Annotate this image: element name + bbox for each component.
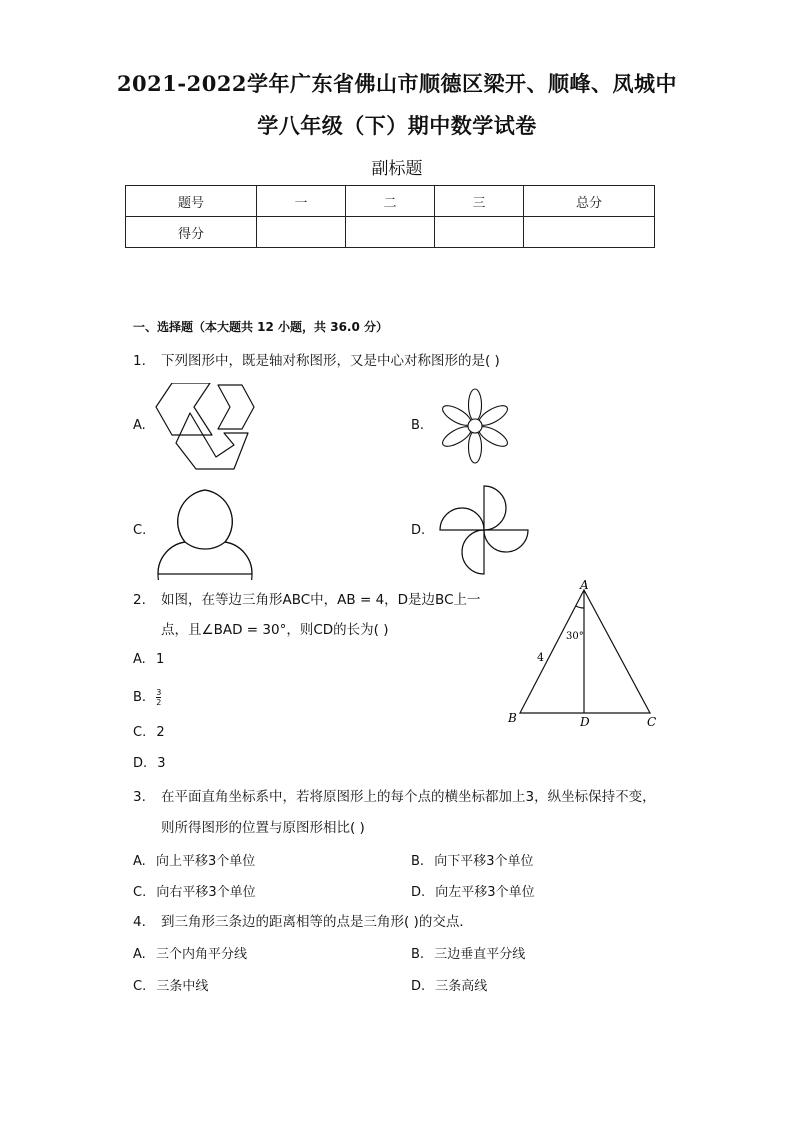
score-table-header-row <box>126 186 655 217</box>
option-d <box>133 756 166 771</box>
fraction-numerator: 3 <box>156 688 162 697</box>
pinwheel-figure <box>436 484 532 578</box>
option-value: 1 <box>155 652 165 667</box>
question-text-line2: 点，且∠BAD = 30°，则CD的长为( ) <box>161 622 389 638</box>
option-label: B. <box>133 690 147 705</box>
triangle-abc-figure <box>500 580 670 732</box>
six-petal-flower-figure <box>437 386 513 466</box>
option-c <box>133 975 208 994</box>
option-text: 三个内角平分线 <box>155 947 247 962</box>
vertex-c-label: C <box>647 715 657 729</box>
score-input-cell[interactable] <box>257 217 346 248</box>
option-value: 2 <box>156 725 165 740</box>
option-value: 3 <box>157 756 166 771</box>
option-label: B. <box>411 854 425 869</box>
question-number: 1. <box>133 353 146 369</box>
option-label: B. <box>411 418 425 433</box>
hexagon-pieces-figure <box>150 383 260 473</box>
option-c <box>133 725 165 740</box>
question-number: 3. <box>133 789 146 805</box>
option-label: C. <box>133 979 147 994</box>
option-label: C. <box>133 725 147 740</box>
score-cell: 三 <box>435 186 524 217</box>
option-text: 三边垂直平分线 <box>434 947 526 962</box>
page-subtitle: 副标题 <box>371 159 423 179</box>
option-text: 向上平移3个单位 <box>155 854 256 869</box>
section-heading: 一、选择题（本大题共 12 小题，共 36.0 分） <box>133 320 389 334</box>
question-text: 到三角形三条边的距离相等的点是三角形( )的交点． <box>161 914 473 930</box>
option-b <box>411 943 525 962</box>
option-text: 三条高线 <box>435 979 488 994</box>
option-c <box>133 881 256 900</box>
page-title-line1: 2021-2022学年广东省佛山市顺德区梁开、顺峰、凤城中 <box>116 71 678 96</box>
question-text-line1: 如图，在等边三角形ABC中，AB = 4，D是边BC上一 <box>161 592 481 608</box>
option-label: C. <box>133 885 147 900</box>
option-label: D. <box>133 756 148 771</box>
option-label: A. <box>133 947 146 962</box>
score-input-cell[interactable] <box>524 217 655 248</box>
option-label: D. <box>411 979 426 994</box>
point-d-label: D <box>580 715 590 729</box>
option-a <box>133 850 255 869</box>
option-text: 向左平移3个单位 <box>435 885 535 900</box>
fraction-denominator: 2 <box>156 698 162 707</box>
score-table-score-row <box>126 217 655 248</box>
vertex-b-label: B <box>508 711 517 725</box>
score-cell: 得分 <box>126 217 257 248</box>
option-text: 向右平移3个单位 <box>156 885 256 900</box>
question-number: 2. <box>133 592 146 608</box>
option-label: B. <box>411 947 425 962</box>
question-number: 4. <box>133 914 146 930</box>
score-cell: 一 <box>257 186 346 217</box>
score-table <box>125 185 655 248</box>
option-label: A. <box>133 854 146 869</box>
option-label: A. <box>133 418 146 433</box>
option-b <box>411 850 533 869</box>
fraction <box>156 688 161 707</box>
page-title-line2: 学八年级（下）期中数学试卷 <box>257 113 537 138</box>
option-label: A. <box>133 652 146 667</box>
question-text: 下列图形中，既是轴对称图形，又是中心对称图形的是( ) <box>161 353 500 369</box>
option-a <box>133 652 164 667</box>
question-text-line1: 在平面直角坐标系中，若将原图形上的每个点的横坐标都加上3，纵坐标保持不变， <box>161 789 656 805</box>
score-input-cell[interactable] <box>346 217 435 248</box>
side-ab-length: 4 <box>537 651 544 664</box>
option-text: 向下平移3个单位 <box>434 854 534 869</box>
option-d <box>411 881 535 900</box>
score-input-cell[interactable] <box>435 217 524 248</box>
score-cell: 二 <box>346 186 435 217</box>
option-d <box>411 975 487 994</box>
option-label: D. <box>411 523 426 538</box>
angle-bad-arc <box>576 606 584 608</box>
option-b <box>133 688 161 707</box>
angle-bad-label: 30° <box>566 631 584 642</box>
option-label: C. <box>133 523 147 538</box>
score-cell: 题号 <box>126 186 257 217</box>
question-text-line2: 则所得图形的位置与原图形相比( ) <box>161 820 365 836</box>
vertex-a-label: A <box>580 580 589 592</box>
score-cell: 总分 <box>524 186 655 217</box>
option-text: 三条中线 <box>156 979 209 994</box>
option-label: D. <box>411 885 426 900</box>
three-arc-figure <box>150 484 260 580</box>
option-a <box>133 943 247 962</box>
